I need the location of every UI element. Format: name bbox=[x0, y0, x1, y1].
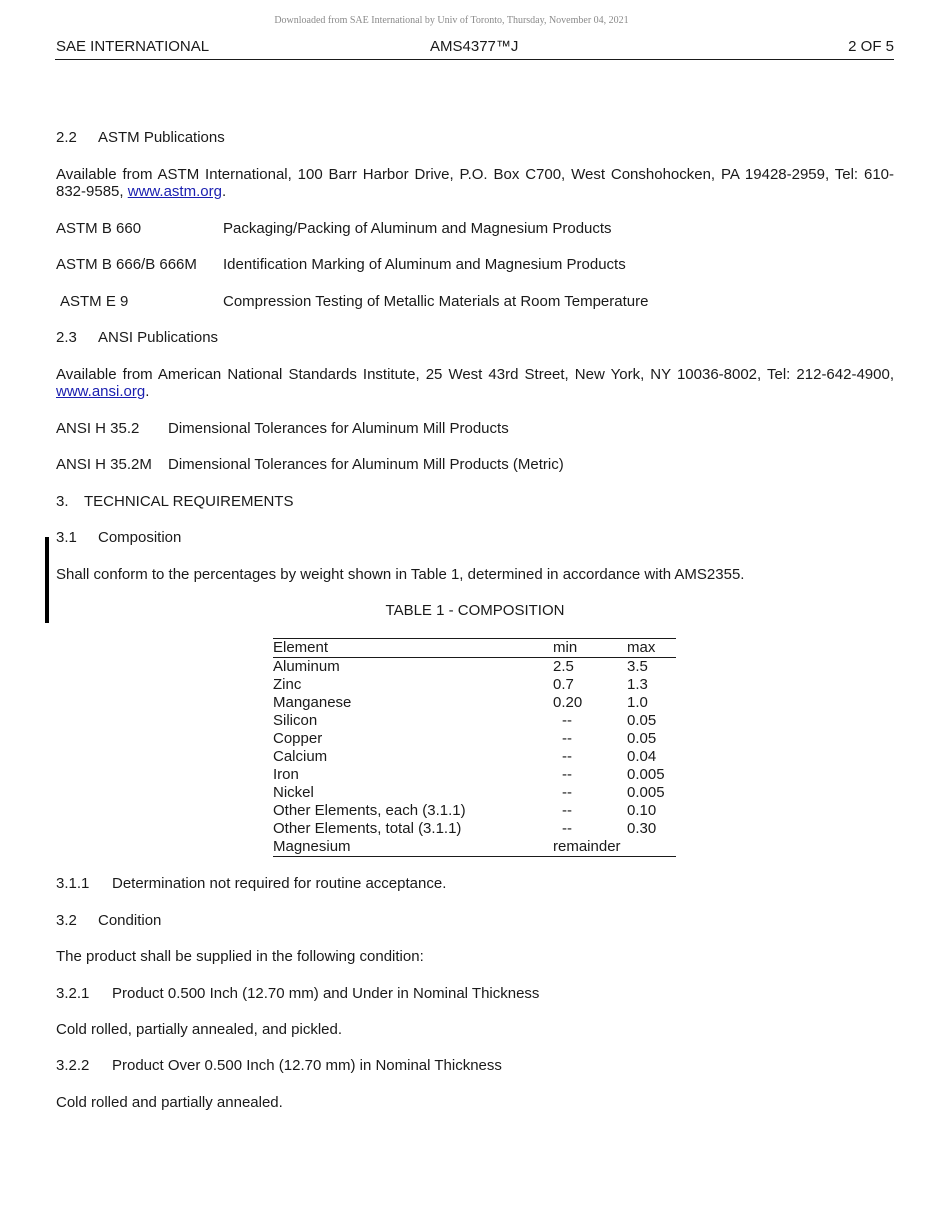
min-cell: -- bbox=[562, 784, 572, 801]
element-cell: Zinc bbox=[273, 676, 302, 693]
condition-3-2-1-text: Cold rolled, partially annealed, and pickled. bbox=[56, 1021, 343, 1038]
section-number: 2.3 bbox=[56, 329, 77, 346]
element-cell: Other Elements, each (3.1.1) bbox=[273, 802, 466, 819]
max-cell: 0.05 bbox=[627, 712, 657, 729]
min-cell: -- bbox=[562, 712, 572, 729]
element-cell: Other Elements, total (3.1.1) bbox=[273, 820, 462, 837]
header-min: min bbox=[553, 639, 627, 658]
ref-code: ASTM B 666/B 666M bbox=[56, 256, 197, 273]
section-number: 3.2.1 bbox=[56, 985, 90, 1002]
composition-table bbox=[273, 638, 676, 857]
ref-desc: Packaging/Packing of Aluminum and Magnesium Products bbox=[223, 220, 612, 237]
section-3-1-1 bbox=[56, 875, 446, 892]
section-number: 3.1.1 bbox=[56, 875, 90, 892]
max-cell: 0.05 bbox=[627, 730, 657, 747]
table-row bbox=[273, 838, 676, 857]
min-cell: 0.20 bbox=[553, 694, 583, 711]
section-number: 2.2 bbox=[56, 129, 77, 146]
section-text: Determination not required for routine acceptance. bbox=[112, 875, 447, 892]
max-cell: 3.5 bbox=[627, 658, 648, 675]
ref-code: ASTM E 9 bbox=[60, 293, 129, 310]
max-cell bbox=[627, 838, 676, 857]
min-cell: -- bbox=[562, 730, 572, 747]
ansi-availability-paragraph bbox=[56, 366, 894, 400]
section-title: Composition bbox=[98, 529, 182, 546]
header-rule bbox=[55, 59, 894, 60]
ansi-availability-text: Available from American National Standards Institute, 25 West 43rd Street, New York, NY 10036-8002, Tel: 212-642-4900, bbox=[56, 366, 894, 383]
astm-availability-paragraph bbox=[56, 166, 894, 200]
astm-availability-text: Available from ASTM International, 100 Barr Harbor Drive, P.O. Box C700, West Conshohocken, PA 19428-2959, Tel: 610-832-9585, bbox=[56, 166, 894, 200]
table-row bbox=[273, 658, 676, 677]
section-3-2-1-heading bbox=[56, 985, 539, 1002]
table-row bbox=[273, 712, 676, 730]
table-row bbox=[273, 694, 676, 712]
max-cell: 0.04 bbox=[627, 748, 657, 765]
header-page-number: 2 OF 5 bbox=[848, 38, 894, 55]
download-notice: Downloaded from SAE International by Univ of Toronto, Thursday, November 04, 2021 bbox=[274, 15, 629, 26]
header-element: Element bbox=[273, 639, 553, 658]
section-title: ASTM Publications bbox=[98, 129, 225, 146]
section-3-1-heading bbox=[56, 529, 181, 546]
section-2-3-heading bbox=[56, 329, 218, 346]
max-cell: 1.3 bbox=[627, 676, 648, 693]
min-cell: 2.5 bbox=[553, 658, 574, 675]
section-title: Product 0.500 Inch (12.70 mm) and Under in Nominal Thickness bbox=[112, 985, 540, 1002]
condition-text: The product shall be supplied in the following condition: bbox=[56, 948, 424, 965]
section-3-heading bbox=[56, 493, 293, 510]
max-cell: 0.30 bbox=[627, 820, 657, 837]
table-row bbox=[273, 748, 676, 766]
element-cell: Iron bbox=[273, 766, 299, 783]
min-cell: -- bbox=[562, 820, 572, 837]
ref-code: ASTM B 660 bbox=[56, 220, 142, 237]
table-row bbox=[273, 820, 676, 838]
section-title: ANSI Publications bbox=[98, 329, 219, 346]
element-cell: Manganese bbox=[273, 694, 352, 711]
min-cell: -- bbox=[562, 766, 572, 783]
element-cell: Nickel bbox=[273, 784, 314, 801]
section-number: 3. bbox=[56, 493, 69, 510]
ansi-link-period: . bbox=[145, 383, 150, 400]
table-row bbox=[273, 766, 676, 784]
min-cell: 0.7 bbox=[553, 676, 574, 693]
composition-text: Shall conform to the percentages by weight shown in Table 1, determined in accordance with AMS2355. bbox=[56, 566, 745, 583]
element-cell: Copper bbox=[273, 730, 323, 747]
table-row bbox=[273, 676, 676, 694]
table-row bbox=[273, 802, 676, 820]
element-cell: Calcium bbox=[273, 748, 328, 765]
ref-desc: Dimensional Tolerances for Aluminum Mill Products (Metric) bbox=[168, 456, 564, 473]
min-cell: -- bbox=[562, 748, 572, 765]
element-cell: Aluminum bbox=[273, 658, 340, 675]
ref-desc: Identification Marking of Aluminum and Magnesium Products bbox=[223, 256, 626, 273]
header-max: max bbox=[627, 639, 676, 658]
header-doc-id: AMS4377™J bbox=[430, 38, 519, 55]
section-title: TECHNICAL REQUIREMENTS bbox=[84, 493, 294, 510]
min-cell: remainder bbox=[553, 838, 627, 857]
section-number: 3.2.2 bbox=[56, 1057, 90, 1074]
condition-3-2-2-text: Cold rolled and partially annealed. bbox=[56, 1094, 283, 1111]
max-cell: 0.005 bbox=[627, 784, 665, 801]
max-cell: 0.10 bbox=[627, 802, 657, 819]
section-number: 3.2 bbox=[56, 912, 77, 929]
section-number: 3.1 bbox=[56, 529, 77, 546]
max-cell: 1.0 bbox=[627, 694, 648, 711]
element-cell: Magnesium bbox=[273, 838, 553, 857]
table-header-row bbox=[273, 639, 676, 658]
section-title: Condition bbox=[98, 912, 162, 929]
ref-code: ANSI H 35.2M bbox=[56, 456, 152, 473]
ansi-link[interactable]: www.ansi.org bbox=[56, 383, 146, 400]
section-2-2-heading bbox=[56, 129, 225, 146]
table-row bbox=[273, 784, 676, 802]
astm-link-period: . bbox=[221, 183, 227, 200]
section-3-2-2-heading bbox=[56, 1057, 502, 1074]
ref-desc: Compression Testing of Metallic Materials at Room Temperature bbox=[223, 293, 649, 310]
min-cell: -- bbox=[562, 802, 572, 819]
ref-desc: Dimensional Tolerances for Aluminum Mill Products bbox=[168, 420, 509, 437]
ref-code: ANSI H 35.2 bbox=[56, 420, 140, 437]
element-cell: Silicon bbox=[273, 712, 318, 729]
table-title: TABLE 1 - COMPOSITION bbox=[385, 602, 565, 619]
section-3-2-heading bbox=[56, 912, 161, 929]
section-title: Product Over 0.500 Inch (12.70 mm) in Nominal Thickness bbox=[112, 1057, 502, 1074]
header-org: SAE INTERNATIONAL bbox=[56, 38, 210, 55]
astm-link[interactable]: www.astm.org bbox=[127, 183, 222, 200]
table-row bbox=[273, 730, 676, 748]
max-cell: 0.005 bbox=[627, 766, 665, 783]
